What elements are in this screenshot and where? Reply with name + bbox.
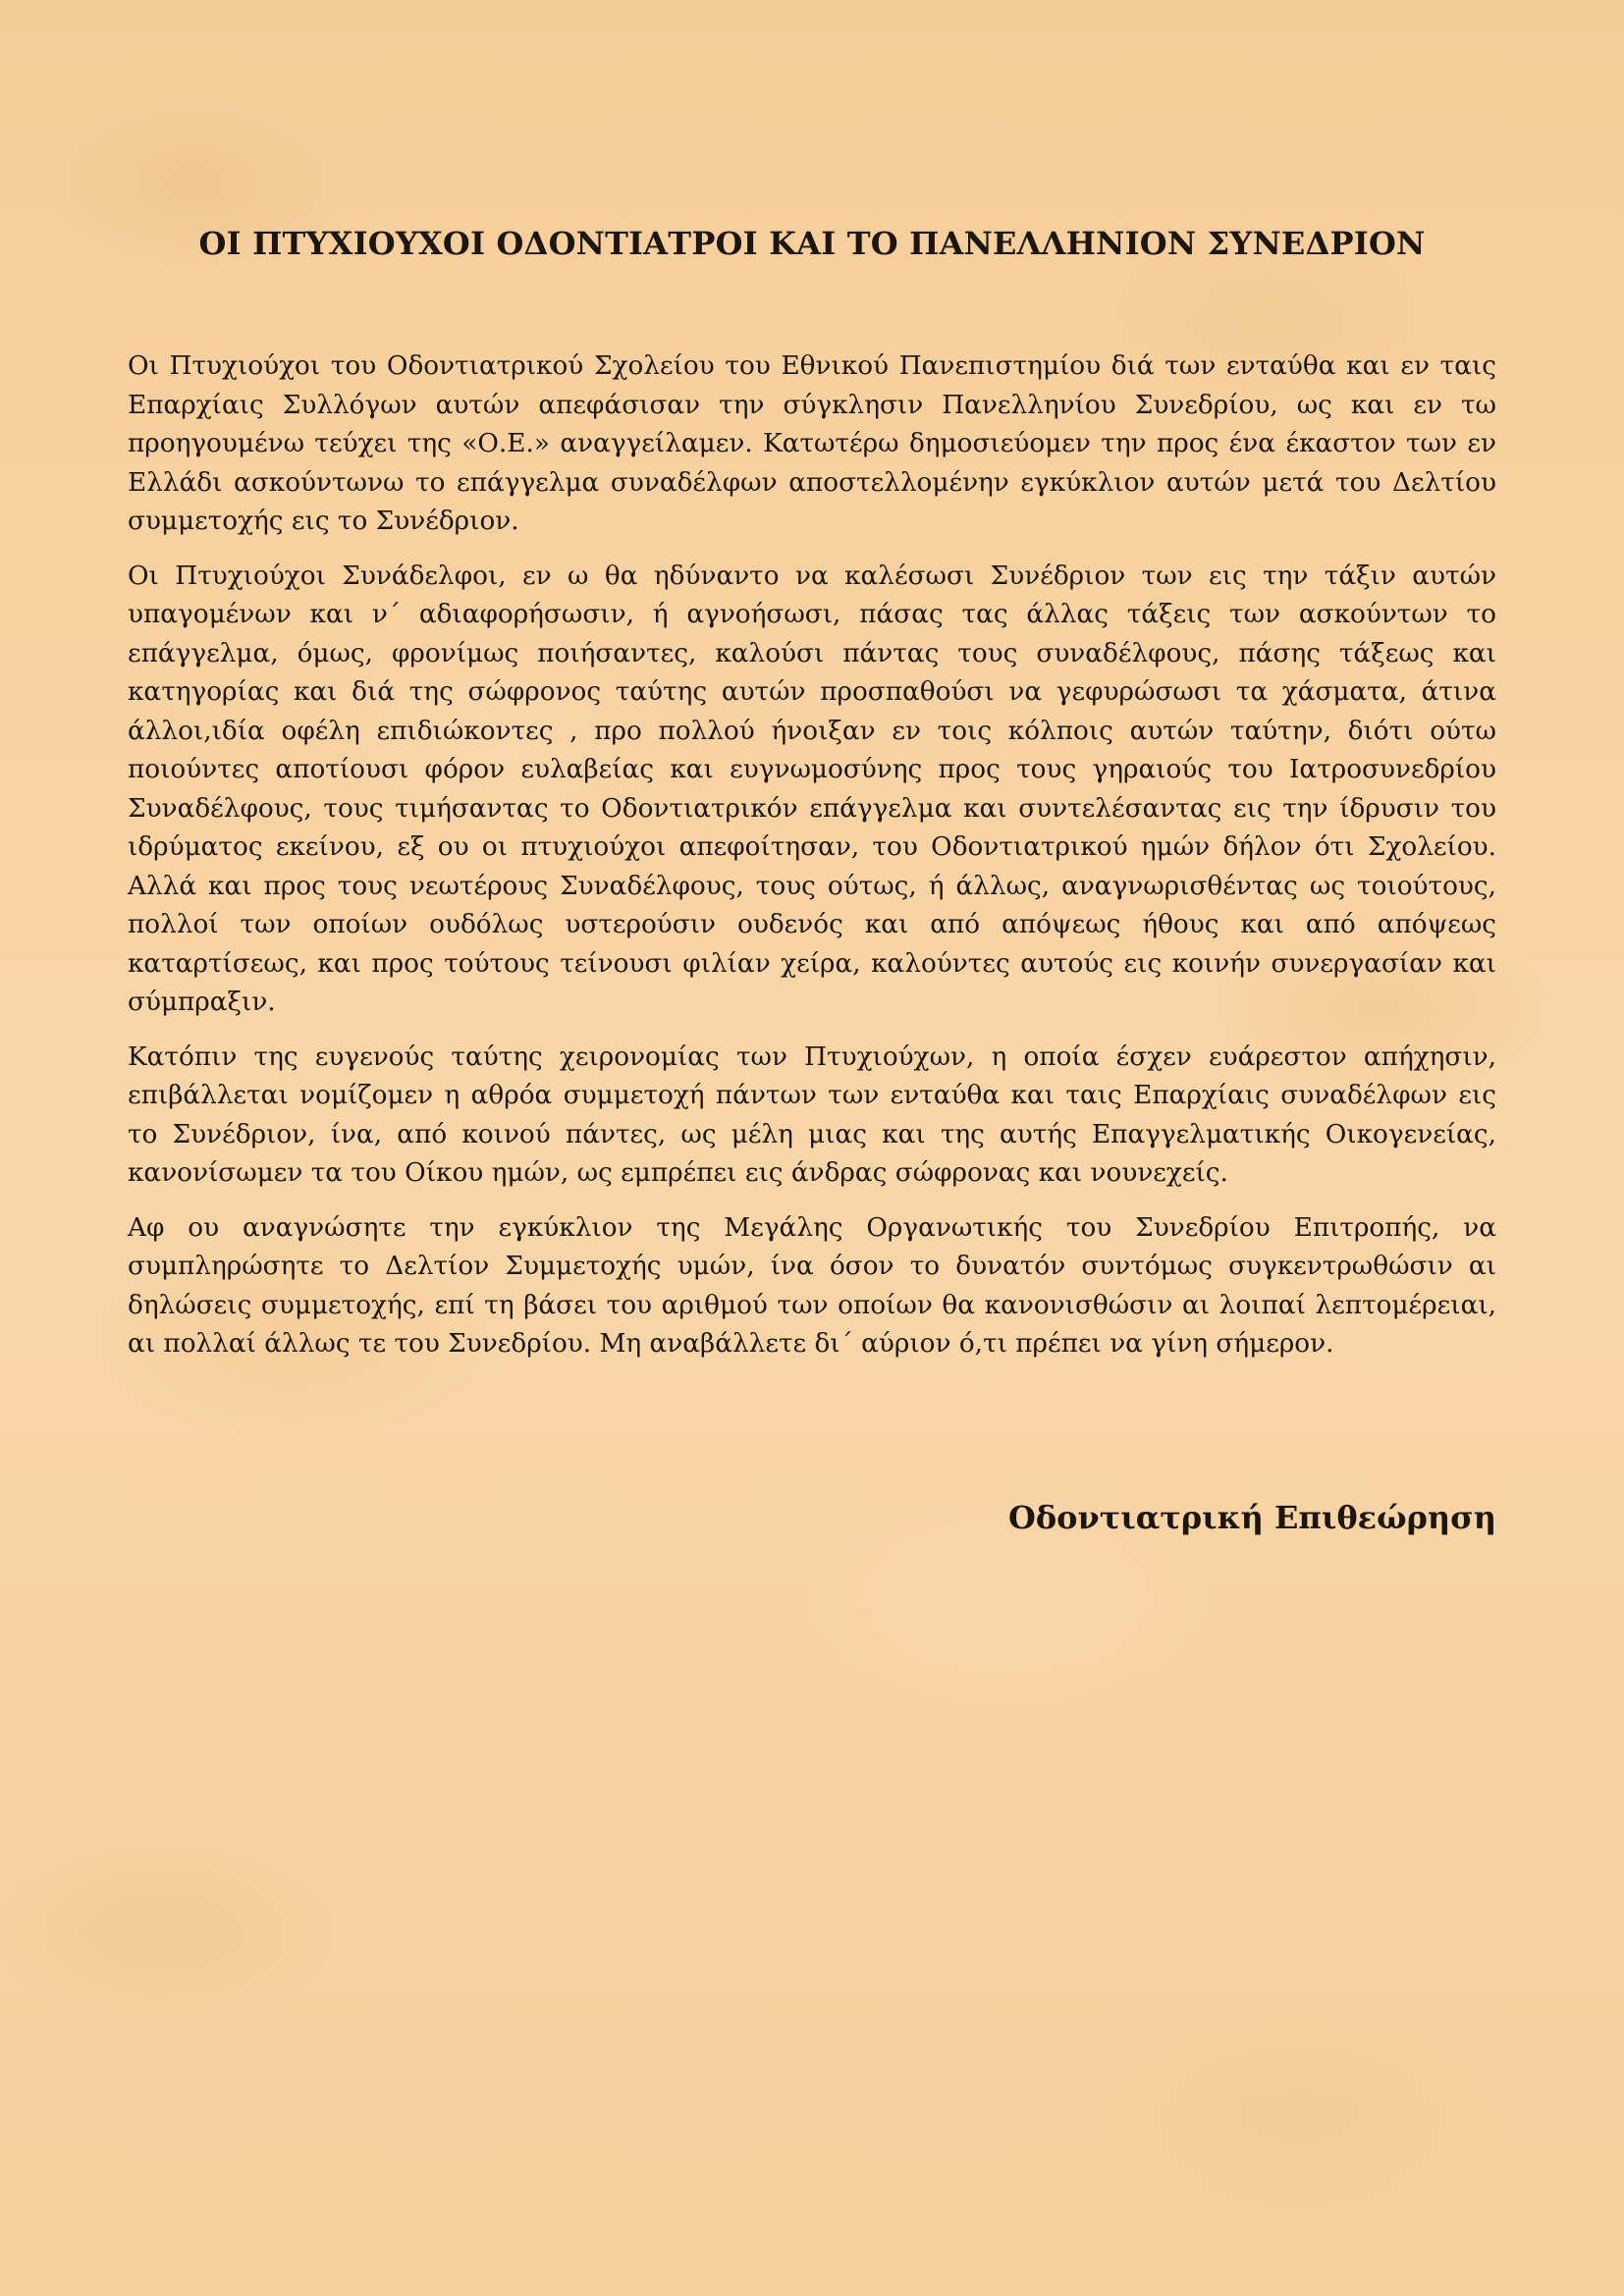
- signature: Οδοντιατρική Επιθεώρηση: [1007, 1499, 1496, 1536]
- paragraph-1: Οι Πτυχιούχοι του Οδοντιατρικού Σχολείου του Εθνικού Πανεπιστημίου διά των ενταύθα και εν ταις Επαρχίαις Συλλόγων αυτών απεφάσισαν την σύγκλησιν Πανελληνίου Συνεδρίου, ως και εν τω προηγουμένω τεύχει της «Ο.Ε.» αναγγείλαμεν. Κατωτέρω δημοσιεύομεν την προς ένα έκαστον των εν Ελλάδι ασκούντωνω το επάγγελμα συναδέλφων αποστελλομένην εγκύκλιον αυτών μετά του Δελτίου συμμετοχής εις το Συνέδριον.: [128, 351, 1496, 536]
- document-title: ΟΙ ΠΤΥΧΙΟΥΧΟΙ ΟΔΟΝΤΙΑΤΡΟΙ ΚΑΙ ΤΟ ΠΑΝΕΛΛΗΝΙΟΝ ΣΥΝΕΔΡΙΟΝ: [198, 225, 1426, 262]
- paragraph-2: Οι Πτυχιούχοι Συνάδελφοι, εν ω θα ηδύναντο να καλέσωσι Συνέδριον των εις την τάξιν αυτών υπαγομένων και ν΄ αδιαφορήσωσιν, ή αγνοήσωσι, πάσας τας άλλας τάξεις των ασκούντων το επάγγελμα, όμως, φρονίμως ποιήσαντες, καλούσι πάντας τους συναδέλφους, πάσης τάξεως και κατηγορίας και διά της σώφρονος ταύτης αυτών προσπαθούσι να γεφυρώσωσι τα χάσματα, άτινα άλλοι,ιδία οφέλη επιδιώκοντες , προ πολλού ήνοιξαν εν τοις κόλποις αυτών ταύτην, διότι ούτω ποιούντες αποτίουσι φόρον ευλαβείας και ευγνωμοσύνης προς τους γηραιούς του Ιατροσυνεδρίου Συναδέλφους, τους τιμήσαντας το Οδοντιατρικόν επάγγελμα και συντελέσαντας εις την ίδρυσιν του ιδρύματος εκείνου, εξ ου οι πτυχιούχοι απεφοίτησαν, του Οδοντιατρικού ημών δήλον ότι Σχολείου. Αλλά και προς τους νεωτέρους Συναδέλφους, τους ούτως, ή άλλως, αναγνωρισθέντας ως τοιούτους, πολλοί των οποίων ουδόλως υστερούσιν ουδενός και από απόψεως ήθους και από απόψεως καταρτίσεως, και προς τούτους τείνουσι φιλίαν χείρα, καλούντες αυτούς εις κοινήν συνεργασίαν και σύμπραξιν.: [128, 561, 1496, 1017]
- paragraph-3: Κατόπιν της ευγενούς ταύτης χειρονομίας των Πτυχιούχων, η οποία έσχεν ευάρεστον απήχησιν, επιβάλλεται νομίζομεν η αθρόα συμμετοχή πάντων των ενταύθα και ταις Επαρχίαις συναδέλφων εις το Συνέδριον, ίνα, από κοινού πάντες, ως μέλη μιας και της αυτής Επαγγελματικής Οικογενείας, κανονίσωμεν τα του Οίκου ημών, ως εμπρέπει εις άνδρας σώφρονας και νουνεχείς.: [128, 1041, 1496, 1188]
- paragraph-4: Αφ ου αναγνώσητε την εγκύκλιον της Μεγάλης Οργανωτικής του Συνεδρίου Επιτροπής, να συμπληρώσητε το Δελτίον Συμμετοχής υμών, ίνα όσον το δυνατόν συντόμως συγκεντρωθώσιν αι δηλώσεις συμμετοχής, επί τη βάσει του αριθμού των οποίων θα κανονισθώσιν αι λοιπαί λεπτομέρειαι, αι πολλαί άλλως τε του Συνεδρίου. Μη αναβάλλετε δι΄ αύριον ό,τι πρέπει να γίνη σήμερον.: [128, 1212, 1496, 1359]
- document-body: [128, 347, 1496, 1380]
